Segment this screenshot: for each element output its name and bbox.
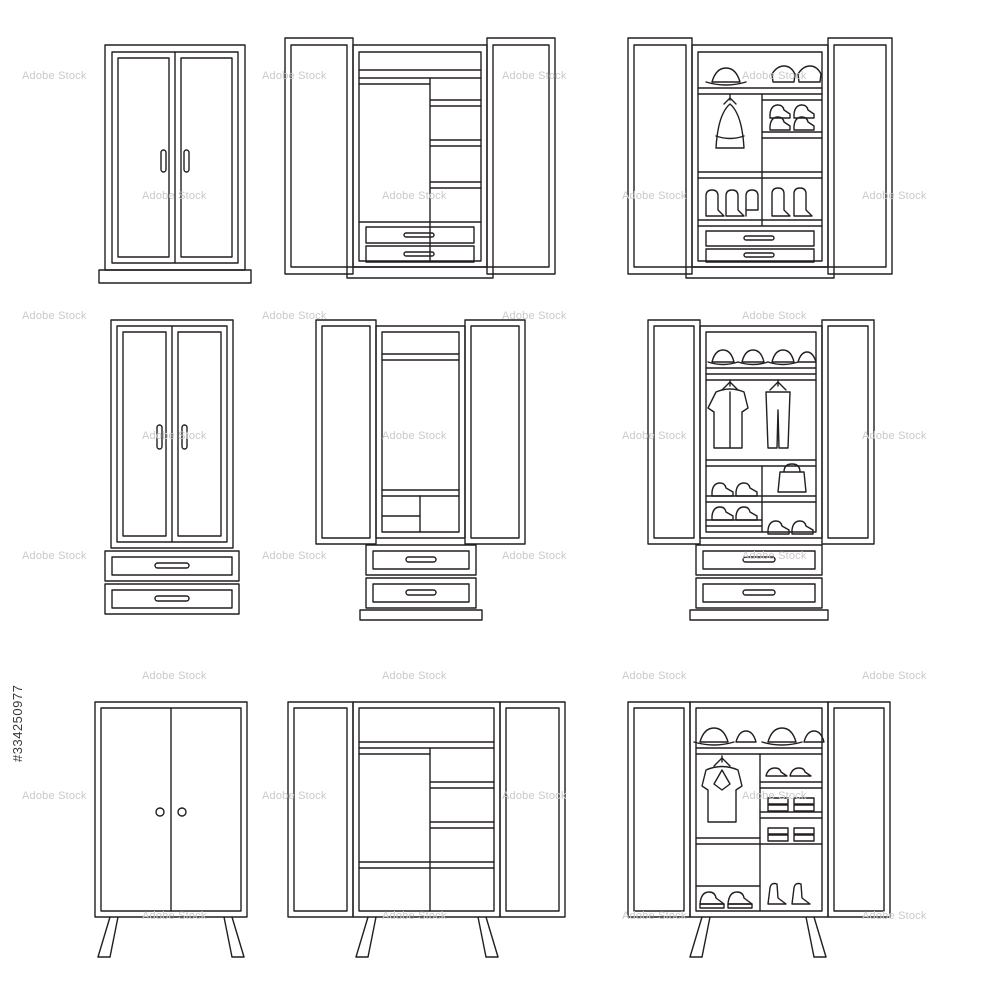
watermark-tile: Adobe Stock [262, 790, 327, 802]
watermark-tile: Adobe Stock [502, 70, 567, 82]
watermark-tile: Adobe Stock [622, 670, 687, 682]
watermark-tile: Adobe Stock [862, 670, 927, 682]
watermark-tile: Adobe Stock [502, 310, 567, 322]
watermark-tile: Adobe Stock [382, 910, 447, 922]
watermark-tile: Adobe Stock [622, 430, 687, 442]
wardrobe-open-filled-suits [648, 320, 874, 620]
watermark-tile: Adobe Stock [262, 70, 327, 82]
watermark-tile: Adobe Stock [742, 790, 807, 802]
watermark-tile: Adobe Stock [262, 310, 327, 322]
watermark-tile: Adobe Stock [622, 190, 687, 202]
watermark-tile: Adobe Stock [382, 190, 447, 202]
watermark-tile: Adobe Stock [142, 430, 207, 442]
watermark-tile: Adobe Stock [22, 550, 87, 562]
watermark-tile: Adobe Stock [742, 70, 807, 82]
watermark-tile: Adobe Stock [742, 310, 807, 322]
watermark-tile: Adobe Stock [142, 190, 207, 202]
watermark-tile: Adobe Stock [142, 670, 207, 682]
watermark-tile: Adobe Stock [622, 910, 687, 922]
watermark-tile: Adobe Stock [142, 910, 207, 922]
wardrobe-closed-tall-drawers [105, 320, 239, 614]
watermark-tile: Adobe Stock [742, 550, 807, 562]
watermark-tile: Adobe Stock [502, 790, 567, 802]
watermark-tile: Adobe Stock [862, 910, 927, 922]
wardrobe-closed-plinth [99, 45, 251, 283]
watermark-tile: Adobe Stock [22, 70, 87, 82]
watermark-asset-id: #334250977 [10, 684, 25, 762]
watermark-tile: Adobe Stock [22, 790, 87, 802]
watermark-tile: Adobe Stock [382, 430, 447, 442]
watermark-tile: Adobe Stock [22, 310, 87, 322]
wardrobe-open-empty-tall [316, 320, 525, 620]
watermark-tile: Adobe Stock [382, 670, 447, 682]
watermark-tile: Adobe Stock [862, 430, 927, 442]
watermark-tile: Adobe Stock [262, 550, 327, 562]
watermark-tile: Adobe Stock [862, 190, 927, 202]
watermark-tile: Adobe Stock [502, 550, 567, 562]
